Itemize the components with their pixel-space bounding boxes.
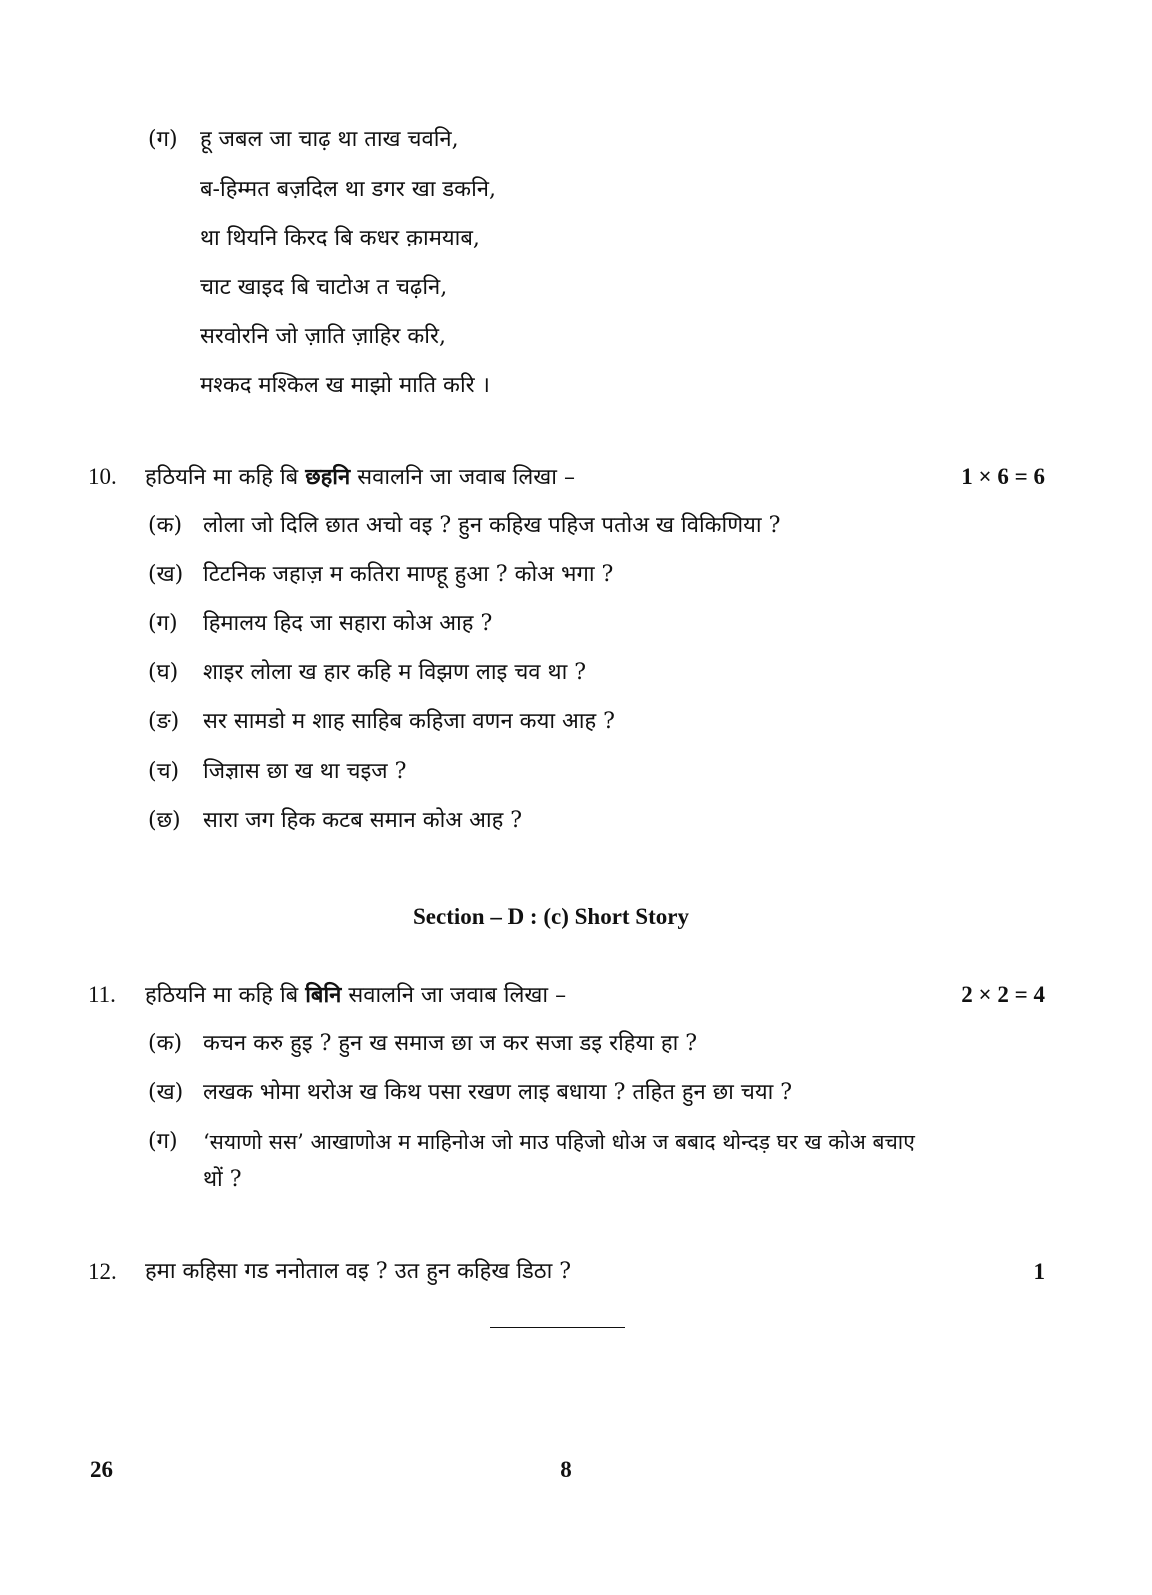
question-prompt [145,462,575,493]
marks-label: 1 [1033,1259,1045,1284]
question-number: 12. [88,1259,117,1284]
question-item: ‘सयाणो सस’ आखाणोअ म माहिनोअ जो माउ पहिजो धोअ ज बबाद थोन्दड़ घर ख कोअ बचाए [203,1130,915,1154]
question-item: जिज्ञास छा ख था चइज ? [203,759,407,784]
item-marker: (क) [148,1031,183,1056]
item-marker: (ख) [148,562,184,587]
item-marker: (ग) [148,1129,178,1154]
item-marker: (ख) [148,1080,184,1105]
section-heading: Section – D : (c) Short Story [413,904,689,929]
prompt-text: हठियनि मा कहि बि [145,465,306,490]
question-item: हिमालय हिद जा सहारा कोअ आह ? [203,611,493,636]
page-number: 8 [560,1457,572,1482]
question-item: टिटनिक जहाज़ म कतिरा माण्हू हुआ ? कोअ भगा ? [203,562,614,587]
question-item: लखक भोमा थरोअ ख किथ पसा रखण लाइ बधाया ? तहित हुन छा चया ? [203,1080,793,1105]
prompt-emphasis: बिनि [305,982,342,1008]
poem-line: था थियनि किरद बि कधर क़ामयाब, [200,226,480,251]
question-item-continuation: थों ? [203,1167,242,1192]
question-item: शाइर लोला ख हार कहि म विझण लाइ चव था ? [203,660,587,685]
item-marker: (ग) [148,611,178,636]
poem-line: सरवोरनि जो ज़ाति ज़ाहिर करि, [200,324,446,349]
item-marker: (क) [148,513,183,538]
question-item: सर सामडो म शाह साहिब कहिजा वणन कया आह ? [203,709,615,734]
question-number: 11. [88,982,116,1007]
poem-marker: (ग) [148,127,178,152]
paper-code: 26 [90,1457,113,1482]
question-number: 10. [88,464,117,489]
item-marker: (ङ) [148,709,180,734]
item-marker: (घ) [148,660,179,685]
poem-line: मश्कद मश्किल ख माझो माति करि । [200,373,490,398]
poem-line: चाट खाइद बि चाटोअ त चढ़नि, [200,275,448,300]
item-marker: (छ) [148,808,181,833]
marks-label: 2 × 2 = 4 [961,982,1045,1007]
question-prompt [145,980,566,1011]
marks-label: 1 × 6 = 6 [961,464,1045,489]
prompt-text: सवालनि जा जवाब लिखा – [341,983,567,1008]
question-prompt: हमा कहिसा गड ननोताल वइ ? उत हुन कहिख डिठा ? [145,1259,572,1284]
prompt-emphasis: छहनि [305,464,351,490]
question-item: कचन करु हुइ ? हुन ख समाज छा ज कर सजा डइ रहिया हा ? [203,1031,698,1056]
question-item: सारा जग हिक कटब समान कोअ आह ? [203,808,523,833]
poem-line: ब-हिम्मत बज़दिल था डगर खा डकनि, [200,177,496,202]
poem-line: हू जबल जा चाढ़ था ताख चवनि, [200,127,459,152]
prompt-text: हठियनि मा कहि बि [145,983,306,1008]
item-marker: (च) [148,759,180,784]
prompt-text: सवालनि जा जवाब लिखा – [350,465,575,490]
end-rule [490,1327,625,1328]
question-item: लोला जो दिलि छात अचो वइ ? हुन कहिख पहिज पतोअ ख विकिणिया ? [203,513,781,538]
